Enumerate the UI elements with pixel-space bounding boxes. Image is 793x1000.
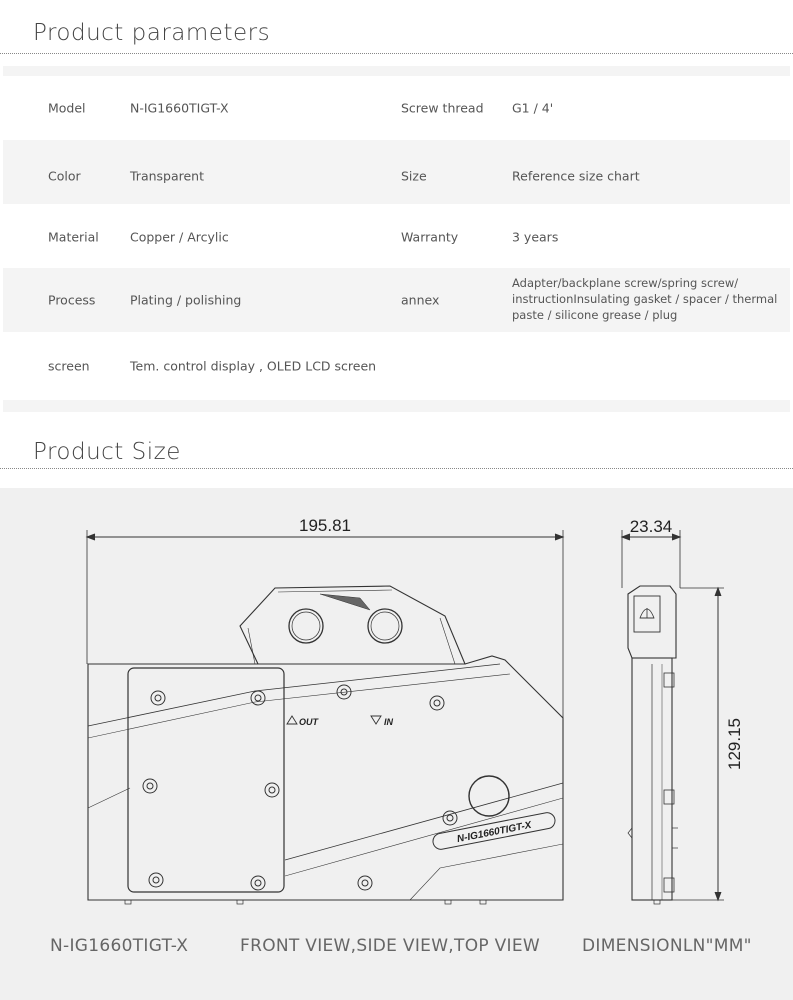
out-label: OUT bbox=[299, 717, 318, 727]
size-title: Product Size bbox=[33, 439, 181, 465]
table-row bbox=[3, 268, 790, 332]
param-label: Color bbox=[48, 168, 81, 184]
table-row bbox=[3, 76, 790, 140]
param-label: Process bbox=[48, 292, 96, 308]
side-view bbox=[622, 517, 744, 904]
table-row bbox=[3, 140, 790, 204]
model-plate: N-IG1660TIGT-X bbox=[456, 819, 533, 846]
param-value: Plating / polishing bbox=[130, 292, 242, 308]
param-value: Copper / Arcylic bbox=[130, 229, 229, 245]
param-value: N-IG1660TIGT-X bbox=[130, 100, 229, 116]
technical-drawing bbox=[0, 488, 793, 928]
param-label: Size bbox=[401, 168, 427, 184]
caption-model: N-IG1660TIGT-X bbox=[50, 936, 189, 956]
depth-dimension: 23.34 bbox=[629, 517, 673, 536]
param-label: screen bbox=[48, 358, 90, 374]
caption-dimension: DIMENSIONLN"MM" bbox=[582, 936, 752, 956]
param-value: Tem. control display , OLED LCD screen bbox=[130, 358, 377, 374]
param-value: Reference size chart bbox=[512, 168, 640, 184]
size-divider bbox=[0, 468, 793, 469]
param-label: annex bbox=[401, 292, 440, 308]
caption-views: FRONT VIEW,SIDE VIEW,TOP VIEW bbox=[240, 936, 541, 956]
parameters-title: Product parameters bbox=[33, 20, 271, 46]
parameters-table bbox=[3, 66, 790, 412]
in-label: IN bbox=[384, 717, 393, 727]
param-value: G1 / 4' bbox=[512, 100, 554, 116]
size-drawing-panel bbox=[0, 488, 793, 1000]
width-dimension: 195.81 bbox=[299, 516, 351, 535]
param-label: Warranty bbox=[401, 229, 459, 245]
front-view bbox=[87, 516, 563, 904]
param-value: 3 years bbox=[512, 229, 559, 245]
table-row bbox=[3, 332, 790, 400]
height-dimension: 129.15 bbox=[725, 718, 744, 770]
param-label: Material bbox=[48, 229, 99, 245]
param-label: Screw thread bbox=[401, 100, 484, 116]
parameters-divider bbox=[0, 53, 793, 54]
param-value: Adapter/backplane screw/spring screw/ instructionInsulating gasket / spacer / thermal paste / silicone grease / plug bbox=[512, 276, 778, 322]
param-label: Model bbox=[48, 100, 86, 116]
param-value: Transparent bbox=[130, 168, 205, 184]
table-row bbox=[3, 204, 790, 268]
